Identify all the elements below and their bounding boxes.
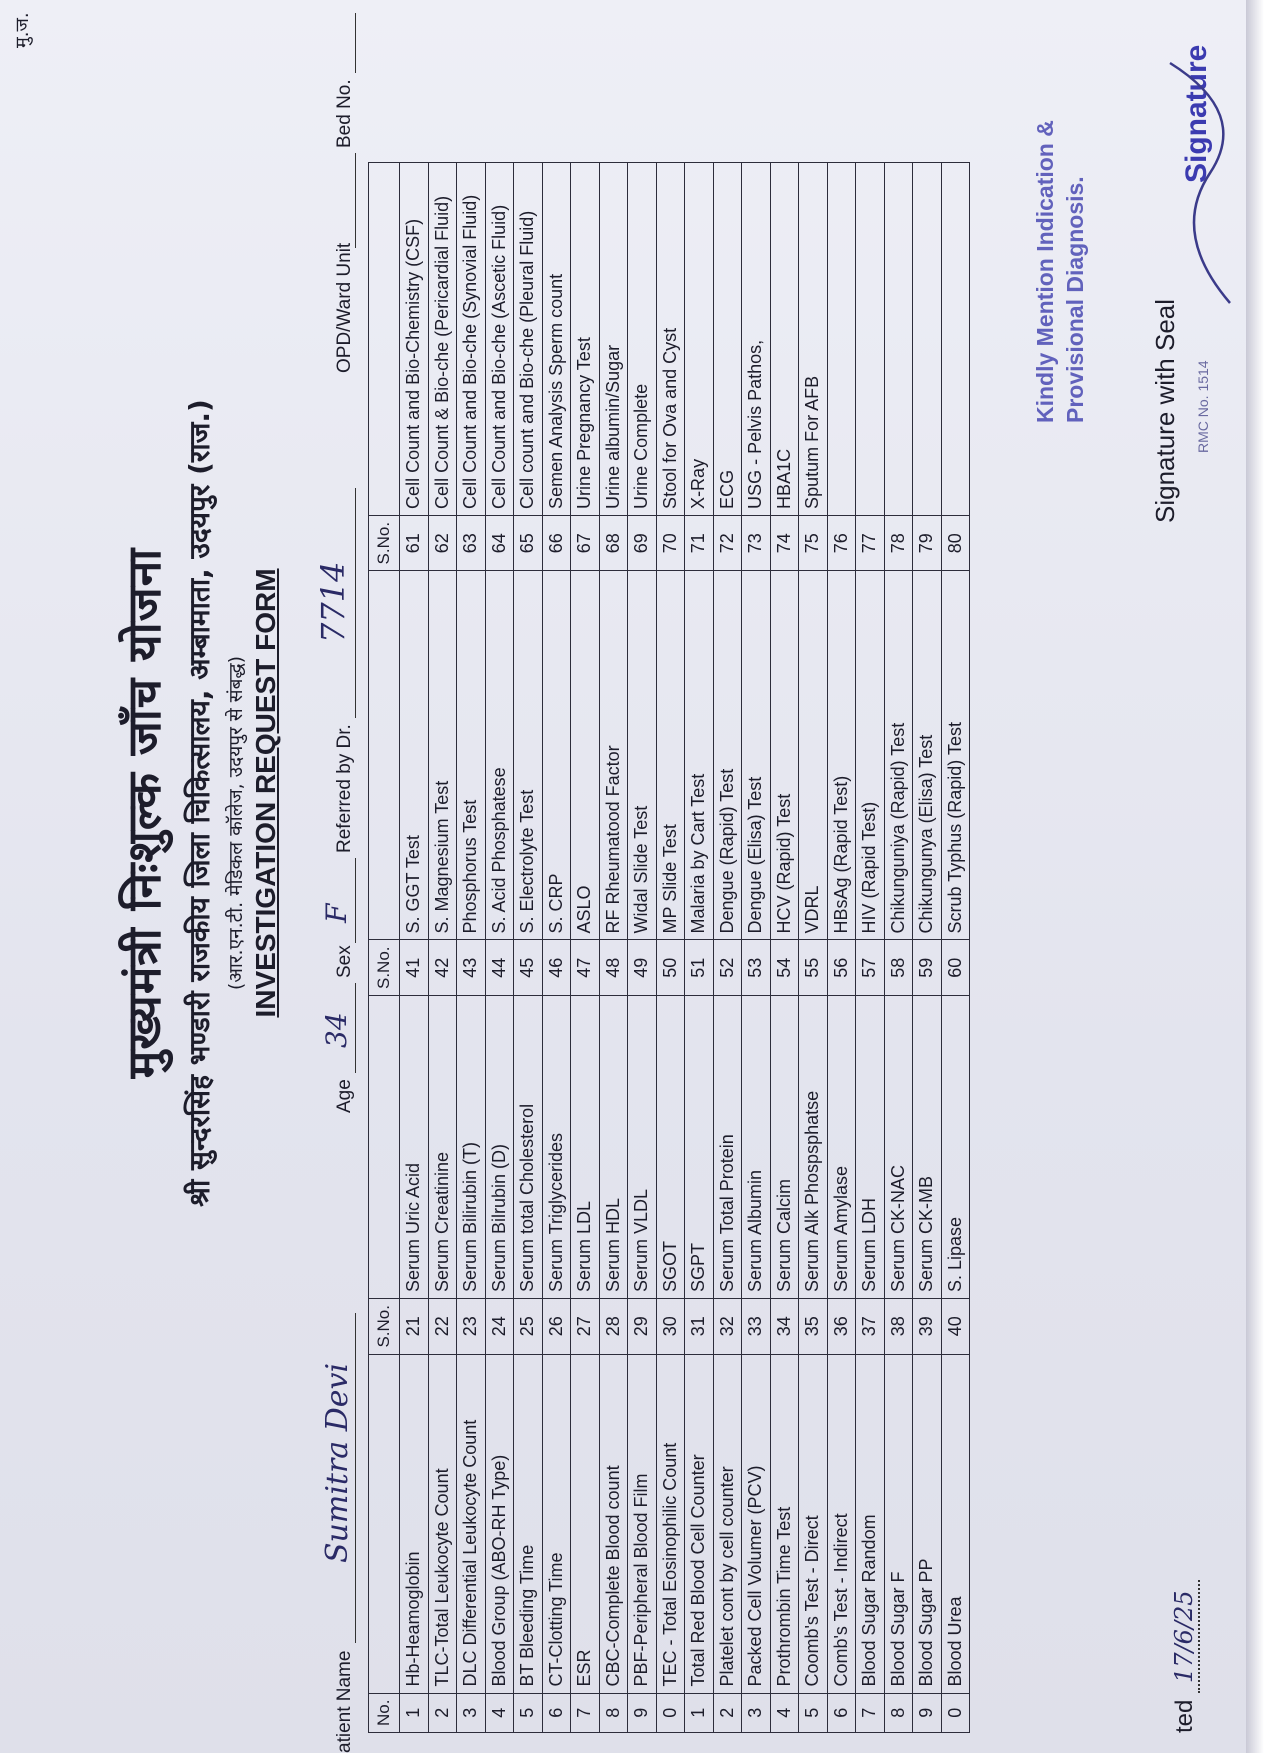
ward-line	[354, 153, 356, 248]
serial-number-cell: 4	[485, 1693, 514, 1732]
test-name-cell: RF Rheumatood Factor	[599, 571, 628, 940]
serial-number-cell: 70	[656, 515, 685, 571]
serial-number-cell: 38	[884, 1299, 913, 1355]
table-row	[514, 162, 543, 1732]
test-name-cell: Malaria by Cart Test	[685, 571, 714, 940]
test-name-cell: Semen Analysis Sperm count	[542, 162, 571, 515]
serial-number-cell: 7	[571, 1693, 600, 1732]
serial-number-cell: 62	[428, 515, 457, 571]
test-name-cell: S. CRP	[542, 571, 571, 940]
test-name-cell: Chikunguniya (Rapid) Test	[884, 571, 913, 940]
test-name-cell: Total Red Blood Cell Counter	[685, 1354, 714, 1693]
serial-number-cell: 22	[428, 1299, 457, 1355]
stamp-signature: Signature	[1180, 44, 1213, 183]
patient-name-label: atient Name	[334, 1650, 355, 1753]
serial-number-cell: 79	[913, 515, 942, 571]
serial-number-cell: 34	[770, 1299, 799, 1355]
serial-number-cell: 6	[542, 1693, 571, 1732]
serial-number-cell: 24	[485, 1299, 514, 1355]
test-name-cell: HIV (Rapid Test)	[856, 571, 885, 940]
test-name-cell: Platelet cont by cell counter	[713, 1354, 742, 1693]
test-name-cell: S. Magnesium Test	[428, 571, 457, 940]
table-row	[428, 162, 457, 1732]
handwritten-signature-scribble	[1150, 53, 1260, 313]
serial-number-cell: 61	[400, 515, 429, 571]
serial-number-cell: 1	[685, 1693, 714, 1732]
investigation-table	[368, 162, 970, 1733]
serial-number-cell: 35	[799, 1299, 828, 1355]
test-name-cell: BT Bleeding Time	[514, 1354, 543, 1693]
serial-number-cell: 77	[856, 515, 885, 571]
test-name-cell: Blood Sugar Random	[856, 1354, 885, 1693]
serial-number-cell: 0	[656, 1693, 685, 1732]
test-name-cell: HBsAg (Rapid Test)	[827, 571, 856, 940]
serial-number-cell: 42	[428, 940, 457, 996]
test-name-cell: Serum total Cholesterol	[514, 996, 543, 1299]
serial-number-cell: 1	[400, 1693, 429, 1732]
serial-number-cell: 31	[685, 1299, 714, 1355]
serial-number-cell: 41	[400, 940, 429, 996]
bed-line	[354, 13, 356, 73]
test-name-cell: Phosphorus Test	[457, 571, 486, 940]
serial-number-cell: 3	[742, 1693, 771, 1732]
serial-number-cell: 32	[713, 1299, 742, 1355]
table-row	[827, 162, 856, 1732]
test-name-cell: Cell Count and Bio-che (Synovial Fluid)	[457, 162, 486, 515]
test-name-cell: Cell Count and Bio-che (Ascetic Fluid)	[485, 162, 514, 515]
table-row	[913, 162, 942, 1732]
serial-number-cell: 0	[941, 1693, 970, 1732]
affiliation-note: (आर.एन.टी. मेडिकल कॉलेज, उदयपुर से संबद्ध)	[225, 655, 247, 991]
table-body	[400, 162, 970, 1732]
serial-number-cell: 64	[485, 515, 514, 571]
col-header-test-3	[369, 571, 400, 940]
test-name-cell: TLC-Total Leukocyte Count	[428, 1354, 457, 1693]
table-row	[656, 162, 685, 1732]
test-name-cell: Serum CK-MB	[913, 996, 942, 1299]
form-title: INVESTIGATION REQUEST FORM	[250, 568, 281, 1018]
test-name-cell: Cell Count & Bio-che (Pericardial Fluid)	[428, 162, 457, 515]
test-name-cell	[913, 162, 942, 515]
age-line	[354, 983, 356, 1073]
serial-number-cell: 55	[799, 940, 828, 996]
test-name-cell: Serum CK-NAC	[884, 996, 913, 1299]
serial-number-cell: 37	[856, 1299, 885, 1355]
referred-value: 7714	[314, 561, 352, 643]
serial-number-cell: 25	[514, 1299, 543, 1355]
test-name-cell: TEC - Total Eosinophilic Count	[656, 1354, 685, 1693]
serial-number-cell: 63	[457, 515, 486, 571]
serial-number-cell: 75	[799, 515, 828, 571]
serial-number-cell: 47	[571, 940, 600, 996]
serial-number-cell: 53	[742, 940, 771, 996]
test-name-cell: Serum LDL	[571, 996, 600, 1299]
test-name-cell: Urine Pregnancy Test	[571, 162, 600, 515]
table-row	[742, 162, 771, 1732]
serial-number-cell: 76	[827, 515, 856, 571]
test-name-cell: Widal Slide Test	[628, 571, 657, 940]
test-name-cell: DLC Differential Leukocyte Count	[457, 1354, 486, 1693]
serial-number-cell: 73	[742, 515, 771, 571]
test-name-cell: Serum Uric Acid	[400, 996, 429, 1299]
test-name-cell: ASLO	[571, 571, 600, 940]
test-name-cell: USG - Pelvis Pathos,	[742, 162, 771, 515]
test-name-cell: Blood Urea	[941, 1354, 970, 1693]
serial-number-cell: 3	[457, 1693, 486, 1732]
test-name-cell	[941, 162, 970, 515]
test-name-cell: ECG	[713, 162, 742, 515]
test-name-cell: Prothrombin Time Test	[770, 1354, 799, 1693]
table-row	[770, 162, 799, 1732]
serial-number-cell: 40	[941, 1299, 970, 1355]
test-name-cell: Chikungunya (Elisa) Test	[913, 571, 942, 940]
test-name-cell: Blood Group (ABO-RH Type)	[485, 1354, 514, 1693]
test-name-cell: SGPT	[685, 996, 714, 1299]
dated-label: ted	[1171, 1699, 1198, 1733]
test-name-cell: Packed Cell Volumer (PCV)	[742, 1354, 771, 1693]
test-name-cell: Serum Total Protein	[713, 996, 742, 1299]
serial-number-cell: 5	[799, 1693, 828, 1732]
col-header-no: No.	[369, 1693, 400, 1732]
serial-number-cell: 48	[599, 940, 628, 996]
test-name-cell: Serum Bilirubin (T)	[457, 996, 486, 1299]
serial-number-cell: 67	[571, 515, 600, 571]
serial-number-cell: 50	[656, 940, 685, 996]
serial-number-cell: 74	[770, 515, 799, 571]
test-name-cell: Urine Complete	[628, 162, 657, 515]
serial-number-cell: 36	[827, 1299, 856, 1355]
age-label: Age	[334, 1079, 355, 1113]
table-row	[571, 162, 600, 1732]
referred-label: Referred by Dr.	[334, 724, 355, 853]
table-row	[628, 162, 657, 1732]
serial-number-cell: 39	[913, 1299, 942, 1355]
test-name-cell: CT-Clotting Time	[542, 1354, 571, 1693]
table-row	[713, 162, 742, 1732]
col-header-sno-4: S.No.	[369, 515, 400, 571]
serial-number-cell: 30	[656, 1299, 685, 1355]
test-name-cell: Blood Sugar PP	[913, 1354, 942, 1693]
test-name-cell: ESR	[571, 1354, 600, 1693]
table-row	[799, 162, 828, 1732]
table-row	[884, 162, 913, 1732]
serial-number-cell: 7	[856, 1693, 885, 1732]
table-row	[485, 162, 514, 1732]
test-name-cell: Serum Bilrubin (D)	[485, 996, 514, 1299]
test-name-cell: Coomb's Test - Direct	[799, 1354, 828, 1693]
table-row	[542, 162, 571, 1732]
ward-label: OPD/Ward Unit	[334, 242, 355, 373]
test-name-cell: Serum LDH	[856, 996, 885, 1299]
test-name-cell: Cell count and Bio-che (Pleural Fluid)	[514, 162, 543, 515]
test-name-cell: HBA1C	[770, 162, 799, 515]
test-name-cell: Serum Creatinine	[428, 996, 457, 1299]
serial-number-cell: 46	[542, 940, 571, 996]
serial-number-cell: 8	[599, 1693, 628, 1732]
serial-number-cell: 57	[856, 940, 885, 996]
patient-name-value: Sumitra Devi	[320, 1362, 355, 1563]
test-name-cell: Sputum For AFB	[799, 162, 828, 515]
test-name-cell: Serum VLDL	[628, 996, 657, 1299]
test-name-cell: Comb's Test - Indirect	[827, 1354, 856, 1693]
serial-number-cell: 33	[742, 1299, 771, 1355]
test-name-cell: Serum Amylase	[827, 996, 856, 1299]
serial-number-cell: 44	[485, 940, 514, 996]
serial-number-cell: 23	[457, 1299, 486, 1355]
serial-number-cell: 43	[457, 940, 486, 996]
serial-number-cell: 2	[713, 1693, 742, 1732]
table-row	[400, 162, 429, 1732]
serial-number-cell: 49	[628, 940, 657, 996]
test-name-cell: X-Ray	[685, 162, 714, 515]
sex-label: Sex	[334, 945, 355, 978]
serial-number-cell: 59	[913, 940, 942, 996]
table-header-row	[369, 162, 400, 1732]
test-name-cell: Serum Alk Phospsphatse	[799, 996, 828, 1299]
stamp-line-1: Kindly Mention Indication &	[1032, 120, 1058, 423]
table-row	[941, 162, 970, 1732]
test-name-cell: Serum Triglycerides	[542, 996, 571, 1299]
table-row	[457, 162, 486, 1732]
test-name-cell: Serum HDL	[599, 996, 628, 1299]
serial-number-cell: 9	[628, 1693, 657, 1732]
serial-number-cell: 6	[827, 1693, 856, 1732]
table-row	[685, 162, 714, 1732]
test-name-cell: S. GGT Test	[400, 571, 429, 940]
seal-registration: RMC No. 1514	[1195, 360, 1211, 453]
sex-line	[354, 858, 356, 943]
test-name-cell: S. Electrolyte Test	[514, 571, 543, 940]
col-header-test-2	[369, 996, 400, 1299]
serial-number-cell: 58	[884, 940, 913, 996]
serial-number-cell: 45	[514, 940, 543, 996]
serial-number-cell: 54	[770, 940, 799, 996]
serial-number-cell: 8	[884, 1693, 913, 1732]
serial-number-cell: 52	[713, 940, 742, 996]
col-header-test-4	[369, 162, 400, 515]
dated-value: 17/6/25	[1170, 1590, 1198, 1683]
test-name-cell: Stool for Ova and Cyst	[656, 162, 685, 515]
hospital-name: श्री सुन्दरसिंह भण्डारी राजकीय जिला चिकित्सालय, अम्बामाता, उदयपुर (राज.)	[183, 399, 216, 1207]
test-name-cell: SGOT	[656, 996, 685, 1299]
test-name-cell: Urine albumin/Sugar	[599, 162, 628, 515]
serial-number-cell: 9	[913, 1693, 942, 1732]
serial-number-cell: 69	[628, 515, 657, 571]
test-name-cell: PBF-Peripheral Blood Film	[628, 1354, 657, 1693]
patient-info-line	[314, 0, 364, 1753]
test-name-cell	[884, 162, 913, 515]
test-name-cell: Blood Sugar F	[884, 1354, 913, 1693]
serial-number-cell: 60	[941, 940, 970, 996]
col-header-sno-3: S.No.	[369, 940, 400, 996]
serial-number-cell: 29	[628, 1299, 657, 1355]
serial-number-cell: 51	[685, 940, 714, 996]
test-name-cell: Serum Calcim	[770, 996, 799, 1299]
test-name-cell: S. Lipase	[941, 996, 970, 1299]
serial-number-cell: 5	[514, 1693, 543, 1732]
serial-number-cell: 72	[713, 515, 742, 571]
test-name-cell: Scrub Typhus (Rapid) Test	[941, 571, 970, 940]
corner-mark: मु.ज.	[12, 12, 33, 48]
serial-number-cell: 28	[599, 1299, 628, 1355]
serial-number-cell: 4	[770, 1693, 799, 1732]
serial-number-cell: 71	[685, 515, 714, 571]
test-name-cell: CBC-Complete Blood count	[599, 1354, 628, 1693]
referred-line	[354, 488, 356, 718]
col-header-sno-2: S.No.	[369, 1299, 400, 1355]
sex-value: F	[320, 903, 353, 923]
serial-number-cell: 65	[514, 515, 543, 571]
table-row	[856, 162, 885, 1732]
test-name-cell: HCV (Rapid) Test	[770, 571, 799, 940]
signature-with-seal-label: Signature with Seal	[1150, 298, 1180, 523]
dated-value-line	[1171, 1580, 1200, 1693]
stamp-line-2: Provisional Diagnosis.	[1062, 176, 1088, 423]
serial-number-cell: 78	[884, 515, 913, 571]
age-value: 34	[320, 1012, 353, 1048]
bed-label: Bed No.	[334, 79, 355, 148]
serial-number-cell: 66	[542, 515, 571, 571]
test-name-cell: Dengue (Elisa) Test	[742, 571, 771, 940]
serial-number-cell: 80	[941, 515, 970, 571]
dated-field	[1170, 1580, 1199, 1733]
serial-number-cell: 56	[827, 940, 856, 996]
test-name-cell: MP Slide Test	[656, 571, 685, 940]
table-row	[599, 162, 628, 1732]
indication-stamp	[1030, 43, 1090, 423]
test-name-cell: S. Acid Phosphatese	[485, 571, 514, 940]
test-name-cell: Dengue (Rapid) Test	[713, 571, 742, 940]
serial-number-cell: 21	[400, 1299, 429, 1355]
test-name-cell	[827, 162, 856, 515]
test-name-cell: Serum Albumin	[742, 996, 771, 1299]
serial-number-cell: 68	[599, 515, 628, 571]
serial-number-cell: 2	[428, 1693, 457, 1732]
serial-number-cell: 27	[571, 1299, 600, 1355]
test-name-cell	[856, 162, 885, 515]
col-header-test-1	[369, 1354, 400, 1693]
scheme-title: मुख्यमंत्री निःशुल्क जाँच योजना	[117, 547, 171, 1079]
test-name-cell: Hb-Heamoglobin	[400, 1354, 429, 1693]
test-name-cell: VDRL	[799, 571, 828, 940]
serial-number-cell: 26	[542, 1299, 571, 1355]
test-name-cell: Cell Count and Bio-Chemistry (CSF)	[400, 162, 429, 515]
